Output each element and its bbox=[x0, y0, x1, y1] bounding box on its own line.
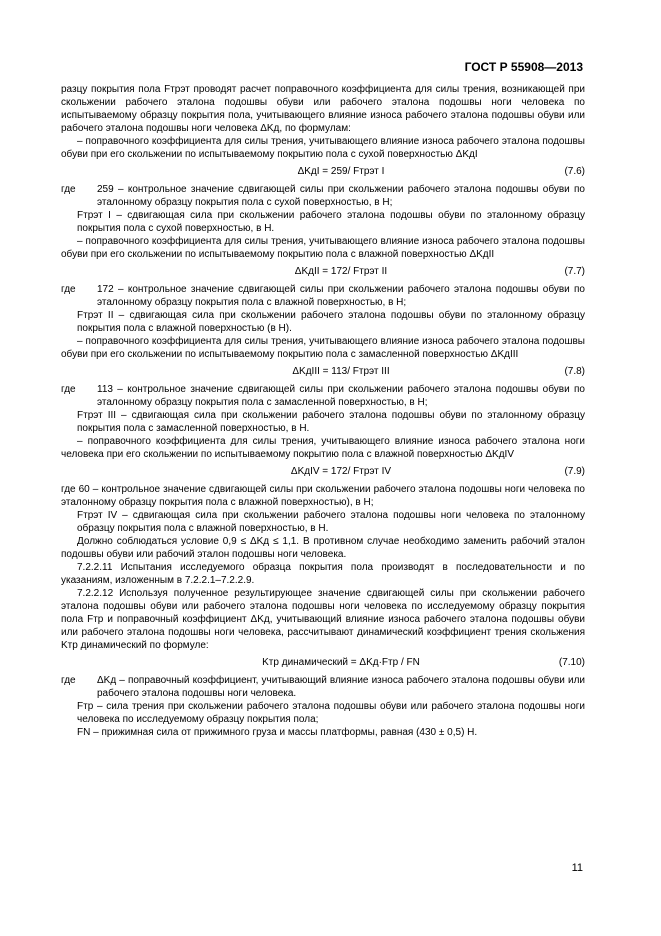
where-label: где bbox=[61, 284, 76, 295]
where-block bbox=[61, 183, 585, 209]
formula-expression: ΔKдII = 172/ Fтрэт II bbox=[294, 266, 388, 277]
where-label: где bbox=[61, 384, 76, 395]
formula-number: (7.6) bbox=[564, 166, 585, 177]
where-item: 259 – контрольное значение сдвигающей силы при скольжении рабочего эталона подошвы обуви по эталонному образцу покрытия пола с сухой поверхностью, в Н; bbox=[97, 184, 585, 208]
where-item: 172 – контрольное значение сдвигающей силы при скольжении рабочего эталона подошвы обуви по эталонному образцу покрытия пола с влажной поверхностью, в Н; bbox=[97, 284, 585, 308]
where-item: Fтрэт II – сдвигающая сила при скольжении рабочего эталона подошвы обуви по эталонному образцу покрытия пола с влажной поверхностью (в Н). bbox=[77, 310, 585, 334]
where-block bbox=[61, 283, 585, 309]
clause-7-2-2-11: 7.2.2.11 Испытания исследуемого образца покрытия пола производят в последовательности и по указаниям, изложенным в 7.2.2.1–7.2.2.9. bbox=[61, 562, 585, 586]
page-content bbox=[61, 83, 585, 739]
where-item: FN – прижимная сила от прижимного груза и массы платформы, равная (430 ± 0,5) Н. bbox=[77, 727, 478, 738]
coefficient-3-definition: – поправочного коэффициента для силы трения, учитывающего влияние износа рабочего эталона подошвы обуви при его скольжении по испытываемому покрытию пола с замасленной поверхностью ΔKдIII bbox=[61, 336, 585, 360]
where-item: 113 – контрольное значение сдвигающей силы при скольжении рабочего эталона подошвы обуви по эталонному образцу покрытия пола с замасленной поверхностью, в Н; bbox=[97, 384, 585, 408]
formula-7-7 bbox=[61, 265, 585, 278]
intro-paragraph: разцу покрытия пола Fтрэт проводят расчет поправочного коэффициента для силы трения, возникающей при скольжении рабочего эталона подошвы обуви или рабочего эталона подошвы ноги человека по испытываемому образцу покрытия пола, учитывающего влияние износа рабочего эталона подошвы обуви или рабочего эталона подошвы ноги человека ΔKд, по формулам: bbox=[61, 84, 585, 134]
formula-7-10 bbox=[61, 656, 585, 669]
document-id: ГОСТ Р 55908—2013 bbox=[464, 60, 583, 74]
formula-expression: ΔKдI = 259/ Fтрэт I bbox=[297, 166, 385, 177]
where-label: где bbox=[61, 675, 76, 686]
where-block bbox=[61, 674, 585, 700]
formula-number: (7.8) bbox=[564, 366, 585, 377]
where-label: где bbox=[61, 184, 76, 195]
where-block bbox=[61, 383, 585, 409]
where-item: Fтрэт III – сдвигающая сила при скольжении рабочего эталона подошвы обуви по эталонному образцу покрытия пола с замасленной поверхностью, в Н. bbox=[77, 410, 585, 434]
clause-7-2-2-12: 7.2.2.12 Используя полученное результирующее значение сдвигающей силы при скольжении рабочего эталона подошвы обуви или рабочего эталона подошвы ноги человека по исследуемому образцу покрытия пола Fтр и поправочный коэффициент ΔKд, учитывающий влияние износа рабочего эталона подошвы обуви или рабочего эталона подошвы ноги человека, рассчитывают динамический коэффициент трения скольжения Kтр динамический по формуле: bbox=[61, 588, 585, 651]
where-item: Fтрэт IV – сдвигающая сила при скольжении рабочего эталона подошвы ноги человека по эталонному образцу покрытия пола с влажной поверхностью, в Н. bbox=[77, 510, 585, 534]
coefficient-4-definition: – поправочного коэффициента для силы трения, учитывающего влияние износа рабочего эталона ноги человека при его скольжении по испытываемому покрытию пола с влажной поверхностью ΔKдIV bbox=[61, 436, 585, 460]
where-item: ΔKд – поправочный коэффициент, учитывающий влияние износа рабочего эталона подошвы обуви или рабочего эталона подошвы ноги человека. bbox=[97, 675, 585, 699]
formula-number: (7.9) bbox=[564, 466, 585, 477]
formula-number: (7.10) bbox=[558, 657, 585, 668]
formula-7-9 bbox=[61, 465, 585, 478]
formula-number: (7.7) bbox=[564, 266, 585, 277]
coefficient-1-definition: – поправочного коэффициента для силы трения, учитывающего влияние износа рабочего эталона подошвы обуви при его скольжении по испытываемому покрытию пола с сухой поверхностью ΔKдI bbox=[61, 136, 585, 160]
where-item: Fтр – сила трения при скольжении рабочего эталона подошвы обуви или рабочего эталона подошвы ноги человека по исследуемому образцу покрытия пола; bbox=[77, 701, 585, 725]
formula-7-8 bbox=[61, 365, 585, 378]
where-item: Fтрэт I – сдвигающая сила при скольжении рабочего эталона подошвы обуви по эталонному образцу покрытия пола с сухой поверхностью, в Н. bbox=[77, 210, 585, 234]
page-number: 11 bbox=[571, 862, 583, 874]
coefficient-2-definition: – поправочного коэффициента для силы трения, учитывающего влияние износа рабочего эталона подошвы обуви при его скольжении по испытываемому покрытию пола с влажной поверхностью ΔKдII bbox=[61, 236, 585, 260]
condition-paragraph: Должно соблюдаться условие 0,9 ≤ ΔKд ≤ 1,1. В противном случае необходимо заменить рабочий эталон подошвы обуви или рабочий эталон подошвы ноги человека. bbox=[61, 536, 585, 560]
formula-expression: Kтр динамический = ΔKд·Fтр / FN bbox=[262, 657, 420, 668]
formula-7-6 bbox=[61, 165, 585, 178]
where-item: где 60 – контрольное значение сдвигающей силы при скольжении рабочего эталона подошвы ноги человека по эталонному образцу покрытия пола с влажной поверхностью), в Н; bbox=[61, 484, 585, 508]
formula-expression: ΔKдIII = 113/ Fтрэт III bbox=[292, 366, 390, 377]
formula-expression: ΔKдIV = 172/ Fтрэт IV bbox=[290, 466, 392, 477]
